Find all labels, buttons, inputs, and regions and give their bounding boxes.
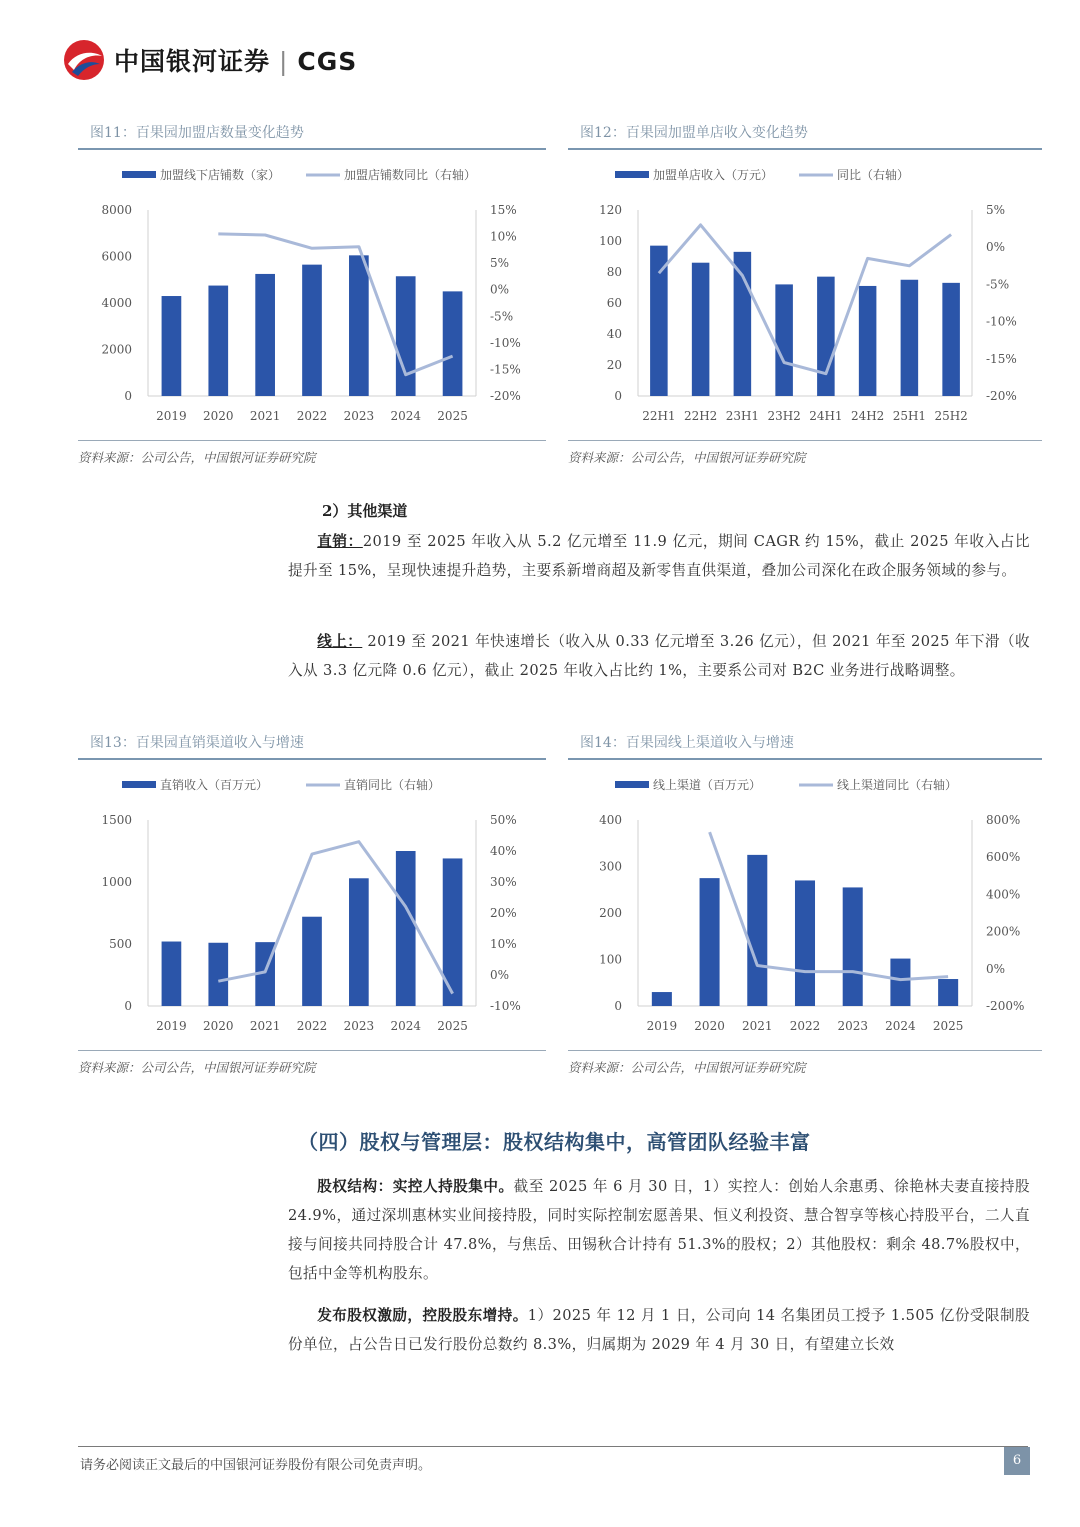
legend-bar-swatch <box>122 171 156 178</box>
x-tick-label: 2025 <box>932 1019 964 1033</box>
x-tick-label: 2021 <box>249 409 281 423</box>
bar <box>859 286 877 396</box>
x-tick-label: 2020 <box>203 409 234 423</box>
x-tick-label: 2019 <box>646 1019 678 1033</box>
header-logo <box>62 38 357 82</box>
figure-bottom-rule <box>78 1050 546 1051</box>
legend-bar-swatch <box>122 781 156 788</box>
paragraph-equity <box>288 1172 1030 1288</box>
subheading-other-channels: 2）其他渠道 <box>322 502 408 520</box>
bar <box>652 992 672 1006</box>
figure-top-rule <box>78 148 546 150</box>
figure-bottom-rule <box>568 1050 1042 1051</box>
y-tick-label: 0 <box>124 999 132 1013</box>
y-tick-label: 2000 <box>101 342 132 357</box>
chart-fig13 <box>78 762 546 1052</box>
x-tick-label: 2024 <box>885 1019 916 1033</box>
y-tick-label: 200 <box>599 906 622 920</box>
bar <box>162 942 182 1006</box>
bar <box>396 276 416 396</box>
x-tick-label: 23H2 <box>767 409 801 423</box>
brand-name: 中国银河证券 | CGS <box>114 47 358 76</box>
legend-bar-label: 加盟线下店铺数（家） <box>160 168 281 182</box>
y2-tick-label: -20% <box>490 389 521 403</box>
y2-tick-label: 15% <box>490 203 517 217</box>
legend-bar-label: 线上渠道（百万元） <box>653 778 762 792</box>
x-tick-label: 2022 <box>789 1019 821 1033</box>
x-tick-label: 2020 <box>694 1019 725 1033</box>
bar <box>700 878 720 1006</box>
bar <box>349 878 369 1006</box>
y2-tick-label: 0% <box>986 961 1006 976</box>
y-tick-label: 60 <box>606 296 622 310</box>
y2-tick-label: 5% <box>986 203 1006 217</box>
text-direct: 2019 至 2025 年收入从 5.2 亿元增至 11.9 亿元，期间 CAGR 约 15%，截止 2025 年收入占比提升至 15%，呈现快速提升趋势，主要系新增商超及新零售直供渠道，叠加公司深化在政企服务领域的参与。 <box>288 533 1031 579</box>
y2-tick-label: -10% <box>490 335 521 350</box>
y-tick-label: 0 <box>614 999 622 1013</box>
bar <box>747 855 767 1006</box>
chart-fig14 <box>568 762 1042 1052</box>
y-tick-label: 20 <box>606 358 622 372</box>
bar <box>938 979 958 1006</box>
x-tick-label: 2024 <box>390 409 421 423</box>
y2-tick-label: 0% <box>490 968 510 982</box>
y-tick-label: 1000 <box>101 875 132 889</box>
footer-disclaimer: 请务必阅读正文最后的中国银河证券股份有限公司免责声明。 <box>80 1458 432 1473</box>
y-tick-label: 8000 <box>101 203 132 217</box>
figure-title: 图14：百果园线上渠道收入与增速 <box>580 735 794 751</box>
figure-top-rule <box>78 758 546 760</box>
y-tick-label: 500 <box>109 937 132 951</box>
bar <box>302 917 322 1006</box>
line-series <box>218 234 452 375</box>
paragraph-online <box>288 627 1030 685</box>
page-number: 6 <box>1004 1447 1030 1475</box>
legend-line-label: 线上渠道同比（右轴） <box>837 778 958 792</box>
legend-line-label: 同比（右轴） <box>837 168 910 182</box>
x-tick-label: 2022 <box>296 1019 328 1033</box>
bar <box>208 943 228 1006</box>
bar <box>349 255 369 396</box>
bar <box>942 283 960 396</box>
legend-line-label: 直销同比（右轴） <box>344 778 441 792</box>
chart-fig11 <box>78 152 546 442</box>
section-title: （四）股权与管理层：股权结构集中，高管团队经验丰富 <box>298 1130 811 1154</box>
y-tick-label: 40 <box>606 327 622 341</box>
x-tick-label: 2024 <box>390 1019 421 1033</box>
bar <box>843 887 863 1006</box>
x-tick-label: 2022 <box>296 409 328 423</box>
paragraph-direct <box>288 527 1030 585</box>
label-direct: 直销： <box>317 533 363 550</box>
figure-source: 资料来源：公司公告，中国银河证券研究院 <box>78 1060 316 1075</box>
y2-tick-label: 200% <box>986 924 1021 939</box>
y-tick-label: 300 <box>599 859 622 874</box>
y-tick-label: 0 <box>614 389 622 403</box>
bar <box>901 280 919 396</box>
figure-bottom-rule <box>568 440 1042 441</box>
x-tick-label: 2025 <box>437 1019 468 1033</box>
x-tick-label: 2025 <box>437 409 468 423</box>
text-equity: 截至 2025 年 6 月 30 日，1）实控人：创始人余惠勇、徐艳林夫妻直接持股 24.9%，通过深圳惠林实业间接持股，同时实际控制宏愿善果、恒义利投资、慧合智享等核心持股平台，二人直接与间接共同持股合计 47.8%，与焦岳、田锡秋合计持有 51.3%的股权；2）其他股权：剩余 48.7%股权中，包括中金等机构股东。 <box>288 1178 1030 1282</box>
figure-source: 资料来源：公司公告，中国银河证券研究院 <box>568 450 806 465</box>
y-tick-label: 400 <box>599 813 622 827</box>
y2-tick-label: 0% <box>986 240 1006 255</box>
figure-title: 图13：百果园直销渠道收入与增速 <box>90 735 304 751</box>
legend-bar-label: 加盟单店收入（万元） <box>653 168 774 182</box>
legend-bar-label: 直销收入（百万元） <box>160 778 269 792</box>
x-tick-label: 24H1 <box>809 409 843 423</box>
line-series <box>710 832 949 980</box>
x-tick-label: 2019 <box>156 409 187 423</box>
y2-tick-label: -20% <box>986 389 1017 403</box>
figure-11 <box>78 122 546 470</box>
figure-bottom-rule <box>78 440 546 441</box>
x-tick-label: 2023 <box>343 1019 375 1033</box>
figure-top-rule <box>568 758 1042 760</box>
x-tick-label: 25H1 <box>892 409 927 423</box>
legend-bar-swatch <box>615 781 649 788</box>
y-tick-label: 4000 <box>101 296 132 310</box>
figure-14 <box>568 732 1042 1080</box>
y2-tick-label: 5% <box>490 256 510 271</box>
figure-12 <box>568 122 1042 470</box>
y-tick-label: 120 <box>599 203 622 217</box>
y2-tick-label: 600% <box>986 850 1021 865</box>
bar <box>396 851 416 1006</box>
y2-tick-label: 800% <box>986 813 1021 827</box>
figure-source: 资料来源：公司公告，中国银河证券研究院 <box>78 450 316 465</box>
line-series <box>218 842 452 994</box>
y-tick-label: 80 <box>606 265 622 279</box>
x-tick-label: 2023 <box>343 409 375 423</box>
cgs-logo-icon <box>62 38 106 82</box>
y2-tick-label: -10% <box>490 999 521 1013</box>
y2-tick-label: 20% <box>490 906 517 920</box>
x-tick-label: 2019 <box>156 1019 187 1033</box>
y2-tick-label: 0% <box>490 282 510 297</box>
y2-tick-label: -5% <box>490 309 514 324</box>
label-online: 线上： <box>317 633 363 650</box>
bar <box>302 265 322 396</box>
y2-tick-label: -10% <box>986 314 1017 329</box>
y-tick-label: 100 <box>599 234 622 248</box>
x-tick-label: 25H2 <box>934 409 968 423</box>
label-incentive: 发布股权激励，控股股东增持。 <box>317 1307 528 1324</box>
bar <box>443 291 463 396</box>
y2-tick-label: 30% <box>490 875 517 889</box>
figure-top-rule <box>568 148 1042 150</box>
bar <box>890 959 910 1006</box>
x-tick-label: 24H2 <box>850 409 885 423</box>
x-tick-label: 2020 <box>203 1019 234 1033</box>
chart-fig12 <box>568 152 1042 442</box>
bar <box>817 277 835 396</box>
legend-line-label: 加盟店铺数同比（右轴） <box>344 168 477 182</box>
x-tick-label: 2023 <box>837 1019 868 1033</box>
text-online: 2019 至 2021 年快速增长（收入从 0.33 亿元增至 3.26 亿元），但 2021 年至 2025 年下滑（收入从 3.3 亿元降 0.6 亿元），截止 2025 年收入占比约 1%，主要系公司对 B2C 业务进行战略调整。 <box>288 633 1030 679</box>
y2-tick-label: 10% <box>490 229 517 244</box>
y-tick-label: 1500 <box>101 813 132 827</box>
x-tick-label: 22H1 <box>642 409 676 423</box>
paragraph-incentive <box>288 1301 1030 1359</box>
y-tick-label: 100 <box>599 952 622 967</box>
bar <box>208 286 228 396</box>
footer-rule <box>78 1446 1028 1447</box>
x-tick-label: 22H2 <box>683 409 718 423</box>
figure-title: 图12：百果园加盟单店收入变化趋势 <box>580 125 808 141</box>
figure-title: 图11：百果园加盟店数量变化趋势 <box>90 125 304 141</box>
x-tick-label: 2021 <box>249 1019 281 1033</box>
y-tick-label: 6000 <box>101 249 132 264</box>
bar <box>775 284 793 396</box>
y2-tick-label: 10% <box>490 937 517 951</box>
bar <box>162 296 182 396</box>
y2-tick-label: -15% <box>986 351 1017 366</box>
figure-13 <box>78 732 546 1080</box>
y-tick-label: 0 <box>124 389 132 403</box>
legend-bar-swatch <box>615 171 649 178</box>
bar <box>795 880 815 1006</box>
y2-tick-label: 50% <box>490 813 517 827</box>
y2-tick-label: -5% <box>986 277 1010 292</box>
bar <box>692 263 710 396</box>
label-equity: 股权结构：实控人持股集中。 <box>317 1178 514 1195</box>
y2-tick-label: 40% <box>490 844 517 858</box>
x-tick-label: 23H1 <box>725 409 760 423</box>
x-tick-label: 2021 <box>742 1019 773 1033</box>
bar <box>255 274 275 396</box>
y2-tick-label: 400% <box>986 887 1021 902</box>
text-incentive: 1）2025 年 12 月 1 日，公司向 14 名集团员工授予 1.505 亿份受限制股份单位，占公告日已发行股份总数约 8.3%，归属期为 2029 年 4 月 30 日，有望建立长效 <box>288 1307 1030 1353</box>
figure-source: 资料来源：公司公告，中国银河证券研究院 <box>568 1060 806 1075</box>
y2-tick-label: -15% <box>490 362 521 377</box>
y2-tick-label: -200% <box>986 999 1025 1013</box>
